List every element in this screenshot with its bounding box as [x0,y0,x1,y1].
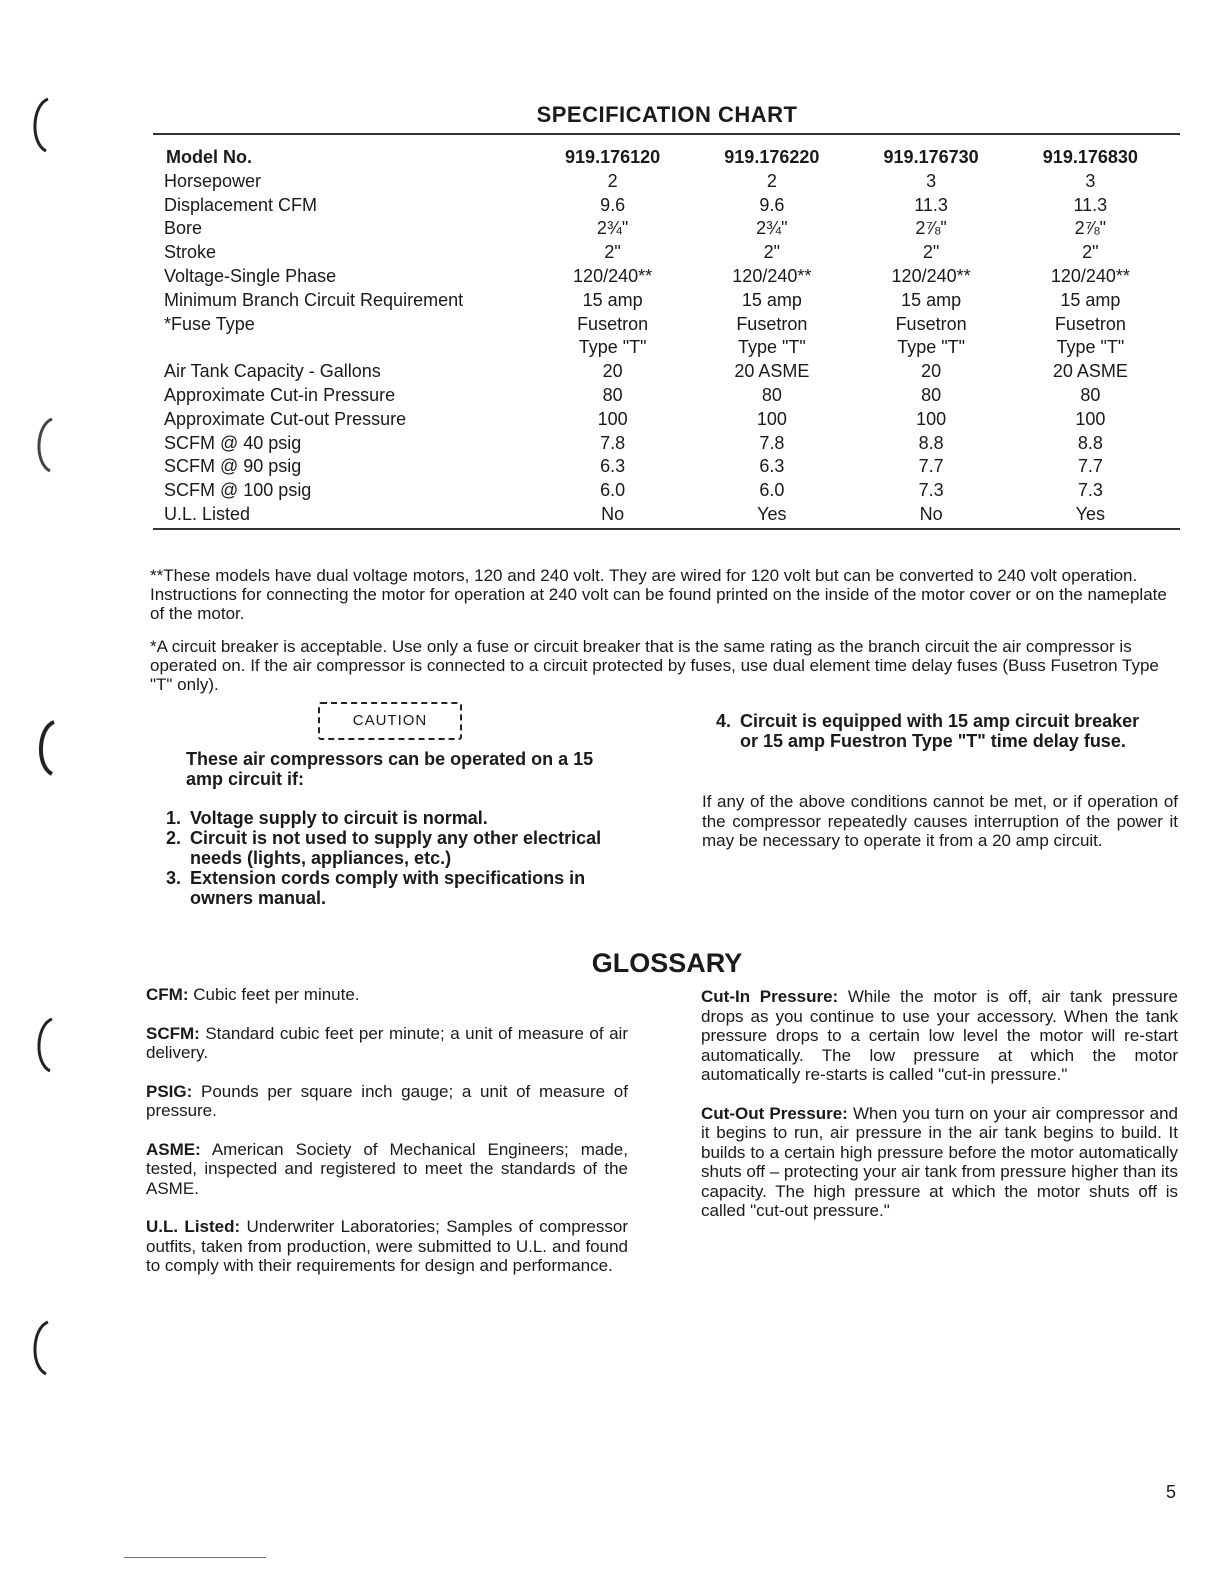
spec-chart-title: SPECIFICATION CHART [536,102,798,127]
table-row [160,336,1170,360]
spec-value: 7.7 [918,456,944,477]
spec-value: 7.8 [759,432,785,453]
spec-label: Bore [164,218,203,239]
spec-value: 80 [921,384,942,405]
spec-value: 6.3 [600,456,626,477]
spec-value: Fusetron [577,313,649,334]
spec-value: 100 [756,408,787,429]
glossary-entry [146,1082,628,1121]
glossary-entry [701,1104,1178,1221]
spec-value: 2⅞" [1074,218,1107,239]
table-row [160,194,1170,218]
spec-value: 2¾" [756,218,788,239]
glossary-left-column [146,985,628,1295]
notes-section [150,566,1180,702]
spec-chart-bottom-rule [153,528,1180,530]
table-row [160,241,1170,265]
spec-value: 15 amp [582,289,643,310]
spec-value: 11.3 [1073,194,1108,215]
spec-value: 20 [602,361,623,382]
binder-hole-mark [30,415,56,475]
spec-label: SCFM @ 90 psig [164,456,302,477]
spec-value: 100 [1075,408,1106,429]
model-no-label: Model No. [166,147,252,167]
spec-value: Yes [757,503,787,524]
spec-value: 7.7 [1077,456,1103,477]
spec-value: 80 [761,384,782,405]
condition-4-block [712,711,1152,751]
fallback-paragraph: If any of the above conditions cannot be met, or if operation of the compressor repeatedly causes interruption of the power it may be necessary to operate it from a 20 amp circuit. [702,792,1178,850]
spec-value: Yes [1075,503,1106,524]
model-number: 919.176730 [883,147,979,167]
glossary-definition: When you turn on your air compressor and it begins to run, air pressure in the air tank begins to build. It builds to a certain high pressure before the motor automatically shuts off – protecting your air tank from pressure higher than its capacity. The high pressure at which the motor shuts off is called "cut-out pressure." [701,1103,1178,1220]
spec-value: 2⅞" [915,218,947,239]
spec-value: 80 [602,384,623,405]
spec-value: No [601,503,625,524]
caution-badge: CAUTION [318,702,462,740]
spec-value: 9.6 [759,194,785,215]
glossary-entry [146,1140,628,1199]
table-row [160,289,1170,313]
spec-label: Voltage-Single Phase [164,265,337,286]
spec-value: 2" [1082,242,1099,263]
spec-value: 20 ASME [1052,361,1128,382]
spec-label: Minimum Branch Circuit Requirement [164,289,464,310]
table-row [160,170,1170,194]
spec-label: Horsepower [164,170,262,191]
spec-table [160,146,1170,527]
table-row [160,265,1170,289]
spec-value: 2 [766,170,777,191]
table-row [160,313,1170,337]
spec-value: 8.8 [918,432,944,453]
table-row [160,360,1170,384]
spec-value: Type "T" [897,337,965,358]
binder-hole-mark [32,718,58,778]
caution-conditions [162,808,602,908]
spec-value: 8.8 [1077,432,1103,453]
condition-item: 2. Circuit is not used to supply any other electrical needs (lights, appliances, etc.) [186,828,602,868]
table-row [160,455,1170,479]
model-number: 919.176120 [565,147,661,167]
spec-value: 2" [922,242,940,263]
spec-label [160,336,533,360]
glossary-term: U.L. Listed: [146,1217,241,1236]
glossary-entry [146,985,628,1005]
spec-value: 2 [607,170,618,191]
glossary-entry [701,987,1178,1085]
condition-item: 3. Extension cords comply with specifications in owners manual. [186,868,602,908]
spec-value: 100 [916,408,947,429]
spec-label: U.L. Listed [164,503,251,524]
spec-value: 120/240** [891,265,971,286]
glossary-definition: Pounds per square inch gauge; a unit of measure of pressure. [146,1081,628,1120]
glossary-term: SCFM: [146,1023,200,1043]
spec-value: 15 amp [1060,289,1121,310]
spec-value: 9.6 [600,194,626,215]
spec-label: Displacement CFM [164,194,318,215]
spec-value: 15 amp [741,289,802,310]
table-row [160,503,1170,527]
spec-label: Approximate Cut-out Pressure [164,408,407,429]
spec-value: 7.3 [1077,480,1103,501]
condition-item: 4. Circuit is equipped with 15 amp circuit breaker or 15 amp Fuestron Type "T" time delay fuse. [736,711,1152,751]
spec-value: 3 [1085,170,1096,191]
glossary-definition: Cubic feet per minute. [193,985,360,1004]
spec-label: Approximate Cut-in Pressure [164,384,396,405]
glossary-definition: American Society of Mechanical Engineers; made, tested, inspected and registered to meet the standards of the ASME. [146,1139,628,1198]
spec-value: 2" [763,242,781,263]
table-row [160,217,1170,241]
glossary-term: Cut-In Pressure: [701,987,839,1006]
table-header-row [160,146,1170,170]
spec-label: SCFM @ 40 psig [164,432,302,453]
table-row [160,432,1170,456]
spec-value: Fusetron [895,313,967,334]
glossary-right-column [701,987,1178,1240]
footer-line [124,1557,266,1558]
circuit-breaker-note: *A circuit breaker is acceptable. Use only a fuse or circuit breaker that is the same rating as the branch circuit the air compressor is operated on. If the air compressor is connected to a circuit protected by fuses, use dual element time delay fuses (Buss Fusetron Type "T" only). [150,637,1159,694]
glossary-entry [146,1217,628,1276]
spec-value: 120/240** [732,265,812,286]
model-number: 919.176220 [724,147,820,167]
glossary-term: ASME: [146,1139,201,1159]
spec-value: 120/240** [573,265,653,286]
table-row [160,408,1170,432]
caution-intro: These air compressors can be operated on a 15 amp circuit if: [186,749,594,789]
spec-value: 2¾" [596,218,629,239]
table-row [160,384,1170,408]
condition-item: 1. Voltage supply to circuit is normal. [186,808,602,828]
spec-value: 11.3 [914,194,948,215]
spec-value: 20 [921,361,942,382]
spec-value: 7.8 [600,432,626,453]
glossary-definition: Standard cubic feet per minute; a unit of measure of air delivery. [146,1023,628,1062]
spec-value: 100 [597,408,628,429]
spec-value: No [919,503,943,524]
spec-value: Fusetron [736,313,808,334]
spec-table-body [160,170,1170,527]
spec-value: 3 [926,170,937,191]
spec-value: 15 amp [901,289,962,310]
binder-hole-mark [30,1015,56,1075]
glossary-entry [146,1024,628,1063]
glossary-term: Cut-Out Pressure: [701,1103,848,1123]
spec-value: Type "T" [1056,337,1125,358]
binder-hole-mark [26,1318,52,1378]
spec-value: 80 [1080,384,1101,405]
spec-value: Type "T" [737,337,806,358]
spec-label: SCFM @ 100 psig [164,480,312,501]
model-number: 919.176830 [1042,147,1138,167]
spec-label: *Fuse Type [164,313,255,334]
page-number: 5 [1166,1482,1177,1502]
spec-value: Fusetron [1054,313,1126,334]
table-row [160,479,1170,503]
glossary-definition: Underwriter Laboratories; Samples of compressor outfits, taken from production, were submitted to U.L. and found to comply with their requirements for design and performance. [146,1217,628,1275]
glossary-term: CFM: [146,985,189,1004]
spec-label: Stroke [164,242,217,263]
spec-chart-top-rule [153,133,1180,135]
glossary-title: GLOSSARY [591,948,743,978]
spec-value: 20 ASME [734,361,810,382]
spec-value: 2" [604,242,621,263]
dual-voltage-note: **These models have dual voltage motors, 120 and 240 volt. They are wired for 120 volt but can be converted to 240 volt operation. Instructions for connecting the motor for operation at 240 volt can be found printed on the inside of the motor cover or on the nameplate of the motor. [150,566,1167,623]
glossary-term: PSIG: [146,1081,193,1101]
glossary-definition: While the motor is off, air tank pressure drops as you continue to use your accessory. When the tank pressure drops to a certain low level the motor will re-start automatically. The low pressure at which the motor automatically re-starts is called "cut-in pressure." [701,987,1178,1084]
spec-value: 7.3 [918,480,944,501]
spec-value: 120/240** [1050,265,1130,286]
spec-label: Air Tank Capacity - Gallons [164,361,381,382]
spec-value: 6.0 [600,480,626,501]
spec-value: 6.0 [759,480,785,501]
spec-value: Type "T" [578,337,647,358]
spec-value: 6.3 [759,456,785,477]
